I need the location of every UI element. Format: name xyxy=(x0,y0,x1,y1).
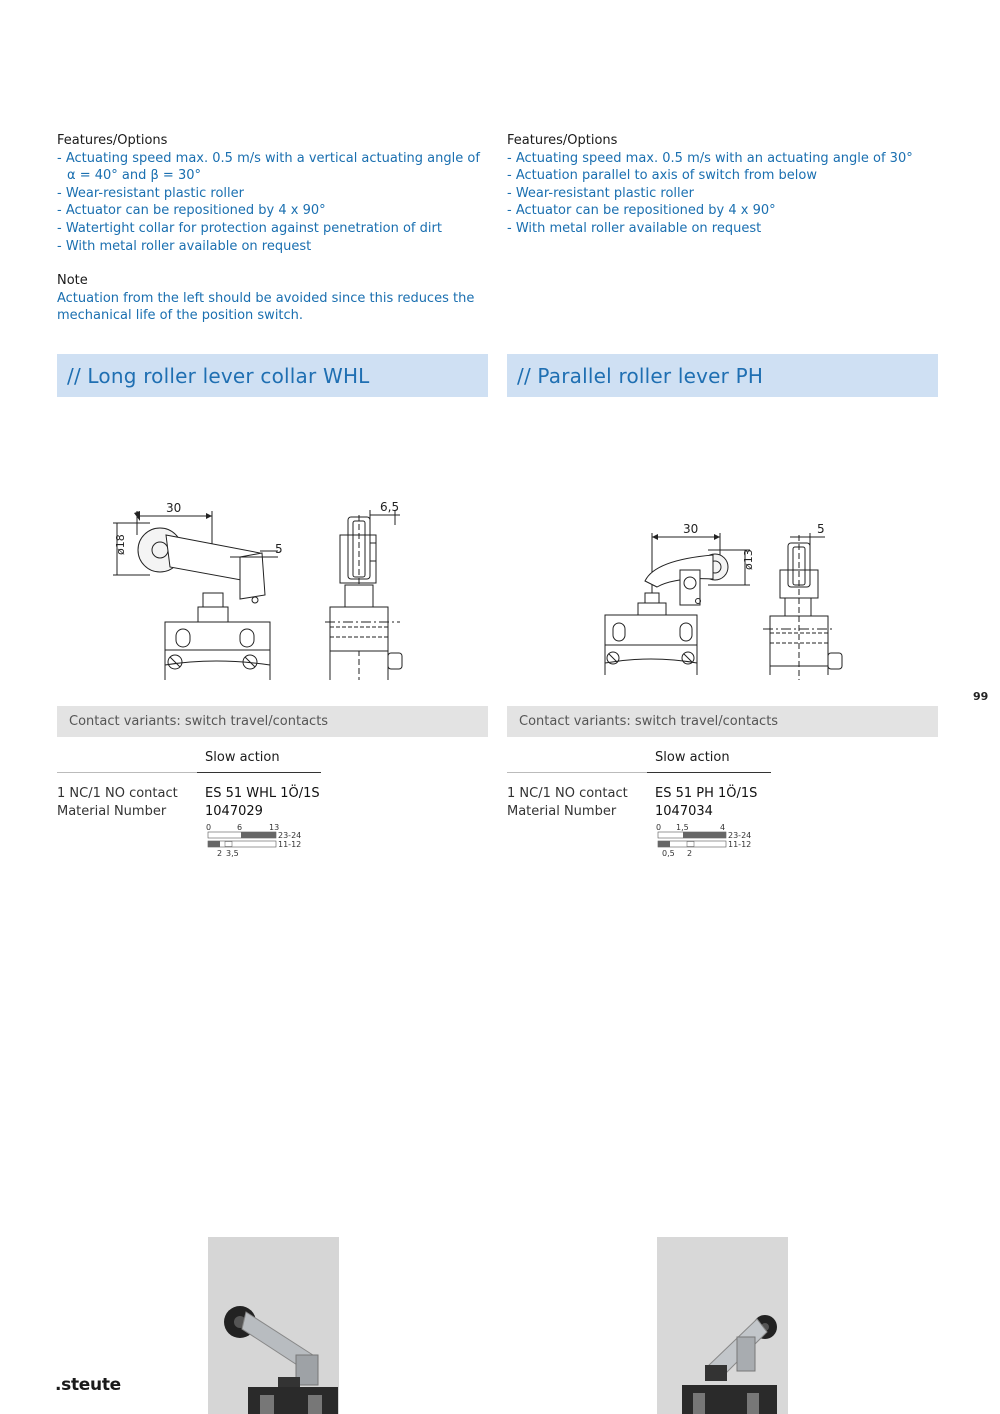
left-contact-variants-bar xyxy=(57,706,488,737)
left-features-list xyxy=(57,150,488,256)
left-note-heading: Note xyxy=(57,273,88,289)
left-travel-6: 6 xyxy=(237,823,243,832)
left-travel-contact-23-24: 23-24 xyxy=(278,831,302,840)
left-travel-3-5: 3,5 xyxy=(226,849,239,858)
left-contact-type: 1 NC/1 NO contact xyxy=(57,786,178,801)
right-travel-1-5: 1,5 xyxy=(676,823,689,832)
left-material-number-label: Material Number xyxy=(57,804,167,819)
right-dim-d13: ø13 xyxy=(742,549,755,570)
right-contact-type: 1 NC/1 NO contact xyxy=(507,786,628,801)
right-technical-drawing xyxy=(595,515,855,685)
right-model-code: ES 51 PH 1Ö/1S xyxy=(655,786,758,801)
left-dim-5: 5 xyxy=(275,542,283,556)
right-dim-30: 30 xyxy=(683,522,699,536)
right-front-view xyxy=(605,522,755,675)
left-features-block xyxy=(57,132,488,325)
steute-logo: .steute xyxy=(55,1375,121,1395)
left-section-title-bar xyxy=(57,354,488,397)
right-feature-4: - Actuator can be repositioned by 4 x 90° xyxy=(507,203,776,219)
left-feature-2: α = 40° and β = 30° xyxy=(67,168,201,184)
left-note-text xyxy=(57,290,488,325)
left-contact-variants-label: Contact variants: switch travel/contacts xyxy=(69,714,329,729)
right-contact-variants-label: Contact variants: switch travel/contacts xyxy=(519,714,779,729)
left-slow-action-header: Slow action xyxy=(205,750,280,765)
right-row-labels xyxy=(507,785,628,821)
left-dim-d18: ø18 xyxy=(114,534,127,555)
left-feature-4: - Actuator can be repositioned by 4 x 90° xyxy=(57,203,326,219)
right-side-view xyxy=(763,522,842,680)
right-feature-3: - Wear-resistant plastic roller xyxy=(507,185,695,201)
left-table-rule-gray xyxy=(57,772,197,773)
left-note-line-1: Actuation from the left should be avoided since this reduces the xyxy=(57,290,475,306)
right-features-list xyxy=(507,150,938,238)
right-slow-action-header: Slow action xyxy=(655,750,730,765)
right-contact-variants-bar xyxy=(507,706,938,737)
right-feature-5: - With metal roller available on request xyxy=(507,220,762,236)
left-travel-contact-11-12: 11-12 xyxy=(278,840,302,849)
left-feature-1: - Actuating speed max. 0.5 m/s with a vertical actuating angle of xyxy=(57,150,480,166)
left-feature-3: - Wear-resistant plastic roller xyxy=(57,185,245,201)
left-technical-drawing xyxy=(100,495,420,685)
left-travel-2: 2 xyxy=(217,849,223,858)
left-note-line-2: mechanical life of the position switch. xyxy=(57,308,304,324)
left-travel-0: 0 xyxy=(206,823,212,832)
right-section-title-bar xyxy=(507,354,938,397)
right-travel-2: 2 xyxy=(687,849,693,858)
left-features-heading: Features/Options xyxy=(57,133,168,148)
left-table-rule xyxy=(197,772,321,773)
right-material-number: 1047034 xyxy=(655,804,713,819)
left-material-number: 1047029 xyxy=(205,804,263,819)
left-model-code: ES 51 WHL 1Ö/1S xyxy=(205,786,320,801)
right-travel-contact-23-24: 23-24 xyxy=(728,831,752,840)
left-front-view xyxy=(113,501,283,680)
right-features-block xyxy=(507,132,938,238)
left-row-values xyxy=(205,785,320,821)
right-dim-5: 5 xyxy=(817,522,825,536)
left-product-photo xyxy=(208,1237,339,1414)
right-table-rule-gray xyxy=(507,772,647,773)
right-switch-travel-diagram xyxy=(653,822,763,858)
left-travel-13: 13 xyxy=(269,823,280,832)
left-section-title: // Long roller lever collar WHL xyxy=(67,364,370,388)
right-travel-4: 4 xyxy=(720,823,726,832)
right-table-rule xyxy=(647,772,771,773)
page-number: 99 xyxy=(973,690,989,703)
left-dim-30: 30 xyxy=(166,501,182,515)
right-product-photo xyxy=(657,1237,788,1414)
right-section-title: // Parallel roller lever PH xyxy=(517,364,764,388)
right-travel-contact-11-12: 11-12 xyxy=(728,840,752,849)
right-feature-1: - Actuating speed max. 0.5 m/s with an actuating angle of 30° xyxy=(507,150,913,166)
left-side-view xyxy=(325,500,402,680)
left-dim-6-5: 6,5 xyxy=(380,500,400,514)
right-travel-0: 0 xyxy=(656,823,662,832)
right-travel-0-5: 0,5 xyxy=(662,849,675,858)
right-row-values xyxy=(655,785,757,821)
right-feature-2: - Actuation parallel to axis of switch from below xyxy=(507,168,817,184)
right-features-heading: Features/Options xyxy=(507,133,618,148)
right-material-number-label: Material Number xyxy=(507,804,617,819)
left-row-labels xyxy=(57,785,178,821)
left-feature-5: - Watertight collar for protection against penetration of dirt xyxy=(57,220,442,236)
left-switch-travel-diagram xyxy=(203,822,313,858)
left-feature-6: - With metal roller available on request xyxy=(57,238,312,254)
